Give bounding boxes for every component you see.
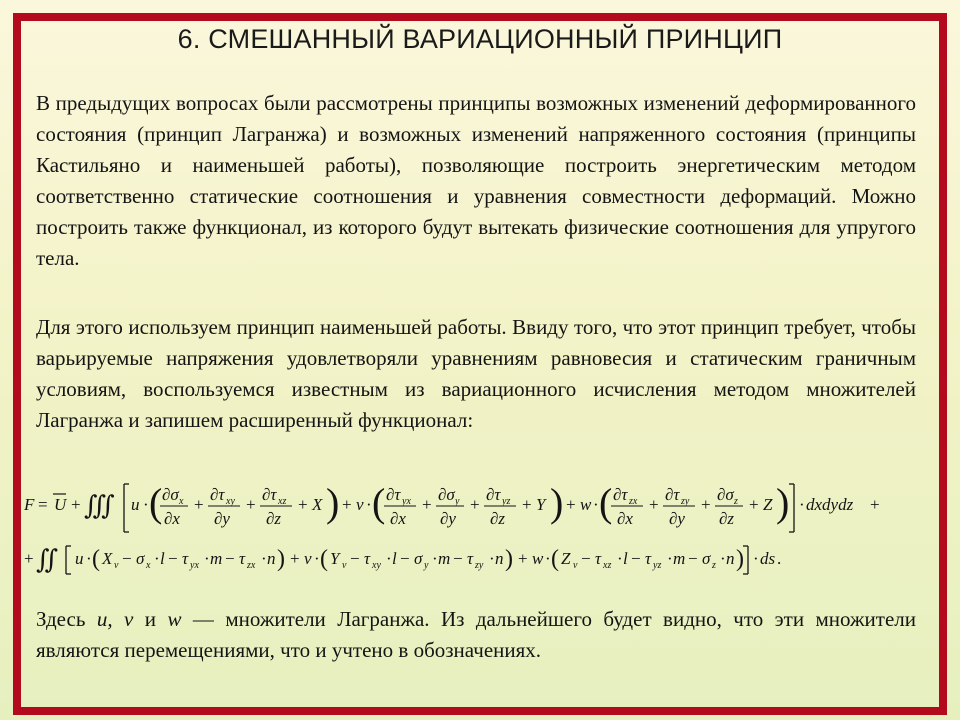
svg-text:+: + bbox=[24, 549, 34, 568]
svg-text:u: u bbox=[131, 495, 140, 514]
svg-text:Z: Z bbox=[763, 495, 773, 514]
svg-text:−: − bbox=[631, 549, 641, 568]
svg-text:v: v bbox=[342, 560, 347, 571]
svg-text:τ: τ bbox=[645, 549, 652, 568]
svg-text:+: + bbox=[701, 495, 711, 514]
svg-text:xz: xz bbox=[278, 496, 287, 507]
svg-text:·: · bbox=[366, 495, 372, 514]
lagrange-multipliers-uv: u, v bbox=[96, 607, 134, 631]
svg-text:·: · bbox=[799, 495, 805, 514]
svg-text:+: + bbox=[649, 495, 659, 514]
svg-text:): ) bbox=[736, 546, 744, 572]
svg-text:+: + bbox=[194, 495, 204, 514]
svg-text:∂τ: ∂τ bbox=[210, 485, 225, 504]
svg-text:n: n bbox=[726, 549, 735, 568]
svg-text:−: − bbox=[688, 549, 698, 568]
lagrange-multiplier-w: w bbox=[167, 607, 182, 631]
slide-title: 6. СМЕШАННЫЙ ВАРИАЦИОННЫЙ ПРИНЦИП bbox=[177, 24, 783, 54]
svg-text:X: X bbox=[102, 549, 113, 568]
svg-text:+: + bbox=[342, 495, 352, 514]
svg-text:τ: τ bbox=[467, 549, 474, 568]
svg-text:): ) bbox=[505, 546, 513, 572]
svg-text:·: · bbox=[667, 549, 673, 568]
svg-text:+: + bbox=[246, 495, 256, 514]
svg-text:zy: zy bbox=[681, 496, 690, 507]
svg-text:τ: τ bbox=[364, 549, 371, 568]
svg-text:m: m bbox=[438, 549, 451, 568]
svg-text:·: · bbox=[617, 549, 623, 568]
svg-text:·: · bbox=[386, 549, 392, 568]
svg-text:(: ( bbox=[551, 546, 559, 572]
svg-text:∂τ: ∂τ bbox=[262, 485, 277, 504]
svg-text:∂τ: ∂τ bbox=[613, 485, 628, 504]
svg-text:·: · bbox=[86, 549, 92, 568]
svg-text:∂x: ∂x bbox=[390, 509, 406, 528]
svg-text:+: + bbox=[290, 549, 300, 568]
svg-text:u: u bbox=[75, 549, 84, 568]
svg-text:z: z bbox=[734, 496, 738, 507]
svg-text:w: w bbox=[532, 549, 544, 568]
svg-text:ds: ds bbox=[760, 549, 776, 568]
svg-text:+: + bbox=[749, 495, 759, 514]
svg-text:∂y: ∂y bbox=[669, 509, 685, 528]
svg-text:∭: ∭ bbox=[84, 491, 115, 520]
svg-text:∂σ: ∂σ bbox=[162, 485, 179, 504]
svg-text:·: · bbox=[204, 549, 210, 568]
svg-text:+: + bbox=[522, 495, 532, 514]
svg-text:−: − bbox=[400, 549, 410, 568]
svg-text:∂z: ∂z bbox=[719, 509, 735, 528]
svg-text:−: − bbox=[350, 549, 360, 568]
svg-text:·: · bbox=[154, 549, 160, 568]
svg-text:(: ( bbox=[149, 480, 163, 525]
svg-text:x: x bbox=[146, 560, 151, 571]
svg-text:dxdydz: dxdydz bbox=[806, 495, 854, 514]
svg-text:·: · bbox=[143, 495, 149, 514]
svg-text:σ: σ bbox=[414, 549, 423, 568]
svg-text:yz: yz bbox=[653, 560, 662, 571]
svg-text:∂x: ∂x bbox=[164, 509, 180, 528]
svg-text:−: − bbox=[581, 549, 591, 568]
svg-text:+: + bbox=[71, 495, 81, 514]
svg-text:n: n bbox=[267, 549, 276, 568]
svg-text:F: F bbox=[24, 495, 35, 514]
svg-text:v: v bbox=[356, 495, 364, 514]
svg-text:∂τ: ∂τ bbox=[386, 485, 401, 504]
svg-text:∂σ: ∂σ bbox=[438, 485, 455, 504]
svg-text:−: − bbox=[225, 549, 235, 568]
svg-text:): ) bbox=[550, 480, 564, 525]
svg-text:−: − bbox=[168, 549, 178, 568]
svg-text:=: = bbox=[38, 495, 48, 514]
svg-text:·: · bbox=[545, 549, 551, 568]
svg-text:·: · bbox=[489, 549, 495, 568]
svg-text:−: − bbox=[453, 549, 463, 568]
svg-text:Y: Y bbox=[536, 495, 546, 514]
svg-text:l: l bbox=[160, 549, 165, 568]
svg-text:zx: zx bbox=[629, 496, 638, 507]
svg-text:τ: τ bbox=[239, 549, 246, 568]
svg-text:xy: xy bbox=[372, 560, 381, 571]
svg-text:+: + bbox=[298, 495, 308, 514]
svg-text:l: l bbox=[623, 549, 628, 568]
svg-text:xy: xy bbox=[226, 496, 235, 507]
paragraph-intro: В предыдущих вопросах были рассмотрены принципы возможных изменений деформированного состояния (принцип Лагранжа) и возможных изменений напряженного состояния (принципы Кастильяно и наименьшей работы), позволяющие построить энергетическим методом соответственно статические соотношения и уравнения совместности деформаций. Можно построить также функционал, из которого будут вытекать физические соотношения для упругого тела. bbox=[36, 91, 916, 270]
conclusion-text-start: Здесь bbox=[36, 607, 97, 631]
svg-text:·: · bbox=[314, 549, 320, 568]
svg-text:(: ( bbox=[320, 546, 328, 572]
conclusion-text-and: и bbox=[133, 607, 168, 631]
svg-text:w: w bbox=[580, 495, 592, 514]
svg-text:∂σ: ∂σ bbox=[717, 485, 734, 504]
svg-text:+: + bbox=[566, 495, 576, 514]
svg-text:zy: zy bbox=[475, 560, 484, 571]
svg-text:Y: Y bbox=[330, 549, 340, 568]
svg-text:σ: σ bbox=[702, 549, 711, 568]
svg-text:(: ( bbox=[92, 546, 100, 572]
svg-text:yx: yx bbox=[190, 560, 199, 571]
svg-text:·: · bbox=[593, 495, 599, 514]
svg-text:∂x: ∂x bbox=[617, 509, 633, 528]
svg-text:y: y bbox=[424, 560, 429, 571]
svg-text:−: − bbox=[122, 549, 132, 568]
svg-text:yz: yz bbox=[502, 496, 511, 507]
svg-text:n: n bbox=[495, 549, 504, 568]
svg-text:+: + bbox=[470, 495, 480, 514]
svg-text:U: U bbox=[54, 495, 67, 514]
svg-text:x: x bbox=[179, 496, 184, 507]
svg-text:zx: zx bbox=[247, 560, 256, 571]
svg-text:∂y: ∂y bbox=[214, 509, 230, 528]
svg-text:v: v bbox=[573, 560, 578, 571]
svg-text:+: + bbox=[870, 495, 880, 514]
svg-text:·: · bbox=[753, 549, 759, 568]
svg-text:τ: τ bbox=[182, 549, 189, 568]
svg-text:): ) bbox=[776, 480, 790, 525]
svg-text:v: v bbox=[304, 549, 312, 568]
svg-text:m: m bbox=[210, 549, 223, 568]
svg-text:v: v bbox=[114, 560, 119, 571]
svg-text:τ: τ bbox=[595, 549, 602, 568]
svg-text:∂τ: ∂τ bbox=[486, 485, 501, 504]
svg-text:·: · bbox=[432, 549, 438, 568]
svg-text:Z: Z bbox=[561, 549, 571, 568]
svg-text:∬: ∬ bbox=[36, 545, 59, 574]
svg-text:m: m bbox=[673, 549, 686, 568]
svg-text:X: X bbox=[312, 495, 323, 514]
formula-svg bbox=[20, 470, 944, 582]
paragraph-conclusion bbox=[36, 604, 916, 666]
svg-text:·: · bbox=[720, 549, 726, 568]
svg-text:∂y: ∂y bbox=[440, 509, 456, 528]
svg-text:(: ( bbox=[372, 480, 386, 525]
extended-functional-formula bbox=[20, 470, 944, 582]
svg-text:xz: xz bbox=[603, 560, 612, 571]
svg-text:): ) bbox=[277, 546, 285, 572]
svg-text:(: ( bbox=[599, 480, 613, 525]
svg-text:+: + bbox=[518, 549, 528, 568]
conclusion-text-end: — множители Лагранжа. Из дальнейшего будет видно, что эти множители являются перемещениями, что и учтено в обозначениях. bbox=[36, 607, 916, 662]
svg-text:∂z: ∂z bbox=[490, 509, 506, 528]
paragraph-method: Для этого используем принцип наименьшей работы. Ввиду того, что этот принцип требует, чтобы варьируемые напряжения удовлетворяли уравнениям равновесия и статическим граничным условиям, воспользуемся известным из вариационного исчисления методом множителей Лагранжа и запишем расширенный функционал: bbox=[36, 315, 916, 432]
svg-text:yx: yx bbox=[402, 496, 411, 507]
svg-text:·: · bbox=[261, 549, 267, 568]
svg-text:∂τ: ∂τ bbox=[665, 485, 680, 504]
svg-text:σ: σ bbox=[136, 549, 145, 568]
svg-text:z: z bbox=[712, 560, 716, 571]
svg-text:.: . bbox=[777, 549, 782, 568]
svg-text:y: y bbox=[455, 496, 460, 507]
svg-text:l: l bbox=[392, 549, 397, 568]
svg-text:+: + bbox=[422, 495, 432, 514]
svg-text:∂z: ∂z bbox=[266, 509, 282, 528]
svg-text:): ) bbox=[326, 480, 340, 525]
